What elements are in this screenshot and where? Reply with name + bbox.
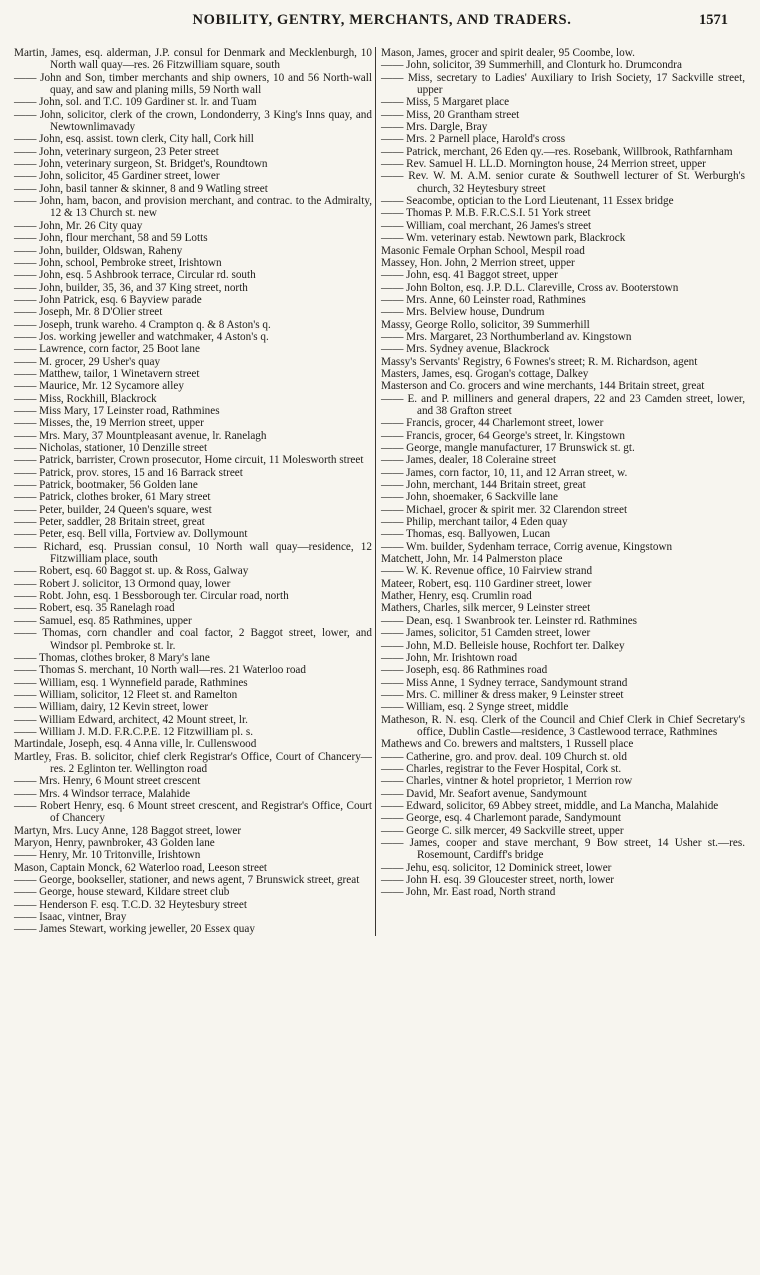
page-number: 1571 [699,12,728,28]
directory-entry: —— Joseph, Mr. 8 D'Olier street [14,306,163,319]
directory-entry: —— George, house steward, Kildare street club [14,886,230,899]
directory-entry: —— Patrick, merchant, 26 Eden qy.—res. Rosebank, Willbrook, Rathfarnham [381,145,733,158]
directory-entry: —— John, solicitor, 45 Gardiner street, lower [14,170,220,183]
directory-entry: —— Richard, esq. Prussian consul, 10 North wall quay—residence, 12 Fitzwilliam place, south [14,540,372,566]
directory-entry: —— Charles, registrar to the Fever Hospital, Cork st. [381,762,622,775]
directory-entry: —— Isaac, vintner, Bray [14,911,127,924]
directory-entry: Martyn, Mrs. Lucy Anne, 128 Baggot street, lower [14,824,242,837]
directory-entry: —— Robt. John, esq. 1 Bessborough ter. Circular road, north [14,590,289,603]
directory-entry: —— John and Son, timber merchants and ship owners, 10 and 56 North-wall quay, and saw and planing mills, 59 North wall [14,71,372,97]
directory-entry: —— Joseph, esq. 86 Rathmines road [381,664,548,677]
directory-entry: Martin, James, esq. alderman, J.P. consul for Denmark and Mecklenburgh, 10 North wall quay—res. 26 Fitzwilliam square, south [14,47,372,72]
directory-entry: —— Patrick, bootmaker, 56 Golden lane [14,479,198,492]
directory-entry: —— Henderson F. esq. T.C.D. 32 Heytesbury street [14,898,247,911]
directory-entry: —— James Stewart, working jeweller, 20 Essex quay [14,923,255,936]
directory-entry: Mason, James, grocer and spirit dealer, 95 Coombe, low. [381,47,635,59]
directory-entry: —— William J. M.D. F.R.C.P.E. 12 Fitzwilliam pl. s. [14,725,253,738]
directory-entry: —— M. grocer, 29 Usher's quay [14,355,161,368]
directory-entry: —— Mrs. Margaret, 23 Northumberland av. Kingstown [381,330,632,343]
directory-entry: —— Edward, solicitor, 69 Abbey street, middle, and La Mancha, Malahide [381,799,719,812]
directory-entry: Maryon, Henry, pawnbroker, 43 Golden lane [14,837,215,849]
directory-entry: —— John, ham, bacon, and provision merchant, and contrac. to the Admiralty, 12 & 13 Church st. new [14,195,372,220]
directory-entry: —— Jehu, esq. solicitor, 12 Dominick street, lower [381,861,612,874]
directory-entry: —— James, corn factor, 10, 11, and 12 Arran street, w. [381,466,628,479]
directory-entry: —— George, mangle manufacturer, 17 Brunswick st. gt. [381,442,635,454]
directory-entry: —— Mrs. Belview house, Dundrum [381,306,545,319]
directory-entry: —— George C. silk mercer, 49 Sackville street, upper [381,824,624,837]
directory-entry: —— Mrs. 4 Windsor terrace, Malahide [14,787,191,800]
directory-entry: —— John, Mr. Irishtown road [381,651,518,664]
directory-entry: —— John, builder, 35, 36, and 37 King street, north [14,281,248,294]
directory-entry: —— Philip, merchant tailor, 4 Eden quay [381,516,568,529]
directory-entry: —— William Edward, architect, 42 Mount street, lr. [14,713,248,726]
directory-entry: Matchett, John, Mr. 14 Palmerston place [381,553,563,566]
directory-entry: —— Nicholas, stationer, 10 Denzille street [14,442,208,454]
page-header [14,6,750,34]
directory-entry: —— William, coal merchant, 26 James's street [381,219,592,232]
directory-entry: —— Mrs. Henry, 6 Mount street crescent [14,775,201,788]
directory-entry: —— Robert, esq. 60 Baggot st. up. & Ross, Galway [14,565,249,578]
directory-entry: —— Robert Henry, esq. 6 Mount street crescent, and Registrar's Office, Court of Chancery [14,799,372,825]
directory-entry: —— George, esq. 4 Charlemont parade, Sandymount [381,812,621,825]
directory-entry: —— Peter, esq. Bell villa, Fortview av. Dollymount [14,528,248,541]
directory-entry: —— William, esq. 2 Synge street, middle [381,701,569,714]
directory-entry: —— Matthew, tailor, 1 Winetavern street [14,367,200,380]
directory-entry: —— James, dealer, 18 Coleraine street [381,454,557,467]
directory-entry: —— Seacombe, optician to the Lord Lieutenant, 11 Essex bridge [381,195,674,208]
directory-entry: —— John, solicitor, 39 Summerhill, and Clonturk ho. Drumcondra [381,59,682,72]
directory-entry: —— Peter, builder, 24 Queen's square, west [14,503,212,516]
directory-entry: —— John, Mr. East road, North strand [381,886,556,899]
directory-entry: Massey, Hon. John, 2 Merrion street, upper [381,256,575,269]
left-column [14,47,376,936]
directory-entry: Massy's Servants' Registry, 6 Fownes's street; R. M. Richardson, agent [381,355,698,368]
directory-entry: —— George, bookseller, stationer, and news agent, 7 Brunswick street, great [14,874,360,887]
directory-entry: —— Robert, esq. 35 Ranelagh road [14,602,175,615]
directory-entry: —— John, basil tanner & skinner, 8 and 9 Watling street [14,182,268,195]
directory-entry: —— William, esq. 1 Wynnefield parade, Rathmines [14,676,248,689]
directory-entry: —— John, esq. assist. town clerk, City hall, Cork hill [14,133,254,146]
directory-entry: —— Peter, saddler, 28 Britain street, great [14,516,205,529]
directory-entry: —— James, solicitor, 51 Camden street, lower [381,627,591,640]
directory-entry: —— John, M.D. Belleisle house, Rochfort ter. Dalkey [381,639,625,652]
directory-columns [14,47,750,936]
directory-entry: Masonic Female Orphan School, Mespil road [381,244,585,257]
directory-entry: —— William, solicitor, 12 Fleet st. and Ramelton [14,688,238,701]
directory-entry: —— Thomas, esq. Ballyowen, Lucan [381,528,551,541]
directory-entry: —— John, Mr. 26 City quay [14,219,143,232]
directory-entry: Massy, George Rollo, solicitor, 39 Summerhill [381,318,590,331]
directory-entry: —— Jos. working jeweller and watchmaker, 4 Aston's q. [14,330,269,343]
directory-entry: —— John, esq. 5 Ashbrook terrace, Circular rd. south [14,269,256,282]
directory-entry: —— Maurice, Mr. 12 Sycamore alley [14,380,184,393]
directory-entry: —— Miss, 5 Margaret place [381,96,510,109]
directory-entry: —— Mrs. Dargle, Bray [381,121,488,134]
directory-entry: —— Thomas P. M.B. F.R.C.S.I. 51 York street [381,207,591,220]
directory-entry: —— Patrick, barrister, Crown prosecutor, Home circuit, 11 Molesworth street [14,454,364,467]
directory-entry: —— Catherine, gro. and prov. deal. 109 Church st. old [381,750,627,763]
directory-entry: —— John, solicitor, clerk of the crown, Londonderry, 3 King's Inns quay, and Newtownlimavady [14,108,372,134]
directory-entry: —— Thomas, corn chandler and coal factor, 2 Baggot street, lower, and Windsor pl. Pembroke st. lr. [14,627,372,652]
directory-entry: —— John, shoemaker, 6 Sackville lane [381,491,558,504]
directory-entry: —— Miss, 20 Grantham street [381,108,520,121]
page-title: NOBILITY, GENTRY, MERCHANTS, AND TRADERS. [192,12,572,28]
directory-entry: —— Thomas, clothes broker, 8 Mary's lane [14,651,210,664]
directory-entry: —— John Patrick, esq. 6 Bayview parade [14,293,202,306]
directory-entry: —— John H. esq. 39 Gloucester street, north, lower [381,874,615,887]
directory-entry: —— Miss, Rockhill, Blackrock [14,392,157,405]
directory-entry: —— Patrick, clothes broker, 61 Mary street [14,491,211,504]
directory-entry: —— Robert J. solicitor, 13 Ormond quay, lower [14,577,231,590]
directory-entry: —— Mrs. Anne, 60 Leinster road, Rathmines [381,293,586,306]
directory-entry: —— Charles, vintner & hotel proprietor, 1 Merrion row [381,775,633,788]
directory-entry: —— Dean, esq. 1 Swanbrook ter. Leinster rd. Rathmines [381,614,638,627]
directory-entry: —— John, merchant, 144 Britain street, great [381,479,586,492]
directory-entry: —— John Bolton, esq. J.P. D.L. Clareville, Cross av. Booterstown [381,281,679,294]
directory-entry: —— John, esq. 41 Baggot street, upper [381,269,558,282]
directory-entry: Mathers, Charles, silk mercer, 9 Leinster street [381,602,591,615]
directory-entry: —— Francis, grocer, 44 Charlemont street, lower [381,417,604,430]
directory-entry: —— John, sol. and T.C. 109 Gardiner st. lr. and Tuam [14,96,257,109]
directory-entry: —— Mrs. Mary, 37 Mountpleasant avenue, lr. Ranelagh [14,429,267,442]
directory-entry: —— Michael, grocer & spirit mer. 32 Clarendon street [381,503,628,516]
directory-entry: Masterson and Co. grocers and wine merchants, 144 Britain street, great [381,380,705,393]
directory-entry: —— John, flour merchant, 58 and 59 Lotts [14,232,208,245]
right-column [376,47,748,936]
directory-entry: —— W. K. Revenue office, 10 Fairview strand [381,565,593,578]
directory-entry: —— Joseph, trunk wareho. 4 Crampton q. & 8 Aston's q. [14,318,271,331]
directory-entry: —— E. and P. milliners and general drapers, 22 and 23 Camden street, lower, and 38 Grafton street [381,392,745,417]
directory-entry: —— John, veterinary surgeon, St. Bridget's, Roundtown [14,158,268,171]
directory-entry: Mason, Captain Monck, 62 Waterloo road, Leeson street [14,861,268,874]
directory-entry: —— Miss Anne, 1 Sydney terrace, Sandymount strand [381,676,628,689]
directory-entry: Matheson, R. N. esq. Clerk of the Council and Chief Clerk in Chief Secretary's office, Dublin Castle—residence, 3 Castlewood terrace, Rathmines [381,713,745,738]
directory-entry: —— John, veterinary surgeon, 23 Peter street [14,145,219,158]
directory-entry: —— Misses, the, 19 Merrion street, upper [14,417,204,430]
directory-entry: Masters, James, esq. Grogan's cottage, Dalkey [381,367,589,380]
directory-entry: —— Rev. W. M. A.M. senior curate & Southwell lecturer of St. Werburgh's church, 32 Heytesbury street [381,170,745,195]
directory-entry: —— Miss Mary, 17 Leinster road, Rathmines [14,404,220,417]
directory-entry: Mateer, Robert, esq. 110 Gardiner street, lower [381,577,592,590]
directory-entry: —— Patrick, prov. stores, 15 and 16 Barrack street [14,466,243,479]
directory-entry: Martindale, Joseph, esq. 4 Anna ville, lr. Cullenswood [14,738,257,751]
directory-entry: —— Henry, Mr. 10 Tritonville, Irishtown [14,849,201,862]
directory-entry: —— James, cooper and stave merchant, 9 Bow street, 14 Usher st.—res. Rosemount, Cardiff's bridge [381,837,745,862]
directory-entry: —— Mrs. 2 Parnell place, Harold's cross [381,133,566,146]
directory-entry: —— David, Mr. Seafort avenue, Sandymount [381,787,587,800]
directory-entry: —— Wm. builder, Sydenham terrace, Corrig avenue, Kingstown [381,540,673,553]
directory-entry: —— John, school, Pembroke street, Irishtown [14,256,222,269]
directory-entry: —— Lawrence, corn factor, 25 Boot lane [14,343,200,356]
directory-entry: Mather, Henry, esq. Crumlin road [381,590,532,603]
directory-entry: —— Rev. Samuel H. LL.D. Mornington house, 24 Merrion street, upper [381,158,706,171]
directory-entry: Mathews and Co. brewers and maltsters, 1 Russell place [381,738,634,751]
directory-entry: Martley, Fras. B. solicitor, chief clerk Registrar's Office, Court of Chancery—res. 2 Eglinton ter. Wellington road [14,750,372,775]
directory-entry: —— Thomas S. merchant, 10 North wall—res. 21 Waterloo road [14,664,306,677]
directory-entry: —— Miss, secretary to Ladies' Auxiliary to Irish Society, 17 Sackville street, upper [381,71,745,97]
directory-entry: —— Mrs. C. milliner & dress maker, 9 Leinster street [381,688,624,701]
directory-entry: —— Francis, grocer, 64 George's street, lr. Kingstown [381,429,626,442]
directory-entry: —— Samuel, esq. 85 Rathmines, upper [14,614,192,627]
directory-entry: —— Wm. veterinary estab. Newtown park, Blackrock [381,232,626,245]
directory-entry: —— Mrs. Sydney avenue, Blackrock [381,343,550,356]
directory-entry: —— William, dairy, 12 Kevin street, lower [14,701,209,714]
directory-entry: —— John, builder, Oldswan, Raheny [14,244,183,257]
